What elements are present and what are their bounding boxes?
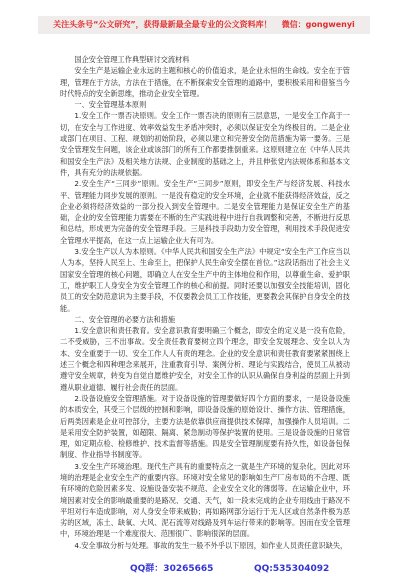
document-title: 国企安全管理工作典型研讨交流材料	[74, 55, 190, 64]
paragraph: 2.安全生产“三同步”原则。安全生产“三同步”原则，即安全生产与经济发展、科技水平、管理能力同步发展的原则。一是没有稳定的安全环境，企业就不能获得经济效益，反之企业必须将经济效益的一部分投入到安全管理中。二是安全管理能力是保证安全生产的基础，企业的安全管理能力需要在不断的生产实践进程中进行自我调整和完善，不断进行反思和总结，形成更为完备的安全管理手段。三是科技手段助力安全管理，利用技术手段促进安全管理水平提高，在这一点上运输企业大有可为。	[60, 179, 350, 245]
promo-text: 关注头条号“公文研究”，获得最新最全最专业的公文资料库！	[53, 20, 272, 29]
paragraph: 3.安全生产以人为本原则。《中华人民共和国安全生产法》中规定“安全生产工作应当以人为本，坚持人民至上、生命至上，把保护人民生命安全摆在首位。”这段话指出了社会主义国家安全管理的核心问题，即确立人在安全生产中的主体地位和作用，以尊重生命、爱护职工，维护职工人身安全为安全管理工作的核心和前提。同时还要以加强安全技能培训，固化员工的安全防范意识为主要手段，不仅要教会员工工作技能，更要教会其保护自身安全的技能。	[60, 247, 350, 313]
paragraph: 3.安全生产环境治理。现代生产具有的重要特点之一就是生产环境的复杂化，因此对环境的治理是企业安全生产的重要内容。环境对安全常见的影响如生产厂房布局的不合理、既有环境的危险因素多发、设施设备安装不规范、企业安全文化的薄弱等。在运输企业中，环境因素对安全的影响最重要的是路况、交通、天气，如一段未完成的企业专用线由于路况不平坦对行车造成影响，对人身安全带来威胁；再如路网部分运行于无人区或自然条件极为恶劣的区域，冻土、缺氧、大风、泥石流等对线路及列车运行带来的影响等。因而在安全管理中，环境治理是一个难度很大、范围很广、影响很深的层面。	[60, 461, 350, 539]
qq-number: QQ:535304092	[254, 564, 330, 574]
paragraph: 1.安全意识和责任教育。安全意识教育要明确三个概念，即安全的定义是一没有危险，二不受威胁，三不出事故。安全责任教育要树立四个理念，即安全发展理念、安全以人为本、安全重要于一切、安全工作人人有责的理念。企业的安全意识和责任教育要紧紧围绕上述三个概念和四种理念来展开，注重教育引导、案例分析、理论与实践结合，使员工从被动遵守安全规章，转变为自觉自愿维护安全，对安全工作的认识从确保自身利益的层面上升到遵从职业道德、履行社会责任的层面。	[60, 326, 350, 392]
section-heading: 一、安全管理基本原则	[74, 100, 147, 110]
paragraph: 4.安全事故分析与处理。事故的发生一般不外乎以下原因，如作业人员责任意识缺失，	[74, 540, 348, 550]
paragraph: 2.设备设施安全管理措施。对于设备设施的管理要做好四个方面的要求，一是设备设施的本质安全，其受三个层级的控制和影响，即设备设施的原始设计、操作方法、管理措施，后两类因素是企业可控部分，主要方法是依靠供应商提供技术保障，加强操作人员培训。二是采用安全防护装置，如超限、隔离、紧急制动等保护装置的使用。三是设备设施的日常管理，如定期点检、检修维护、技术监督等措施。四是安全管理制度要有持久性，如设备包保制度、作业指导书制度等。	[60, 393, 350, 460]
qq-group-number: QQ群：30265665	[130, 564, 214, 574]
wechat-id: 微信：gongwenyi	[281, 20, 355, 29]
document-body	[60, 54, 350, 558]
section-heading: 二、安全管理的必要方法和措施	[74, 314, 176, 324]
intro-paragraph: 安全生产是运输企业永远的主题和核心的价值追求，是企业永恒的生命线。安全在于管理，管理在于方法，方法在于措施，在不断探索安全管理的道路中，要积极采用和借鉴当今时代特点的安全新思维，推动企业安全管理。	[60, 66, 350, 98]
paragraph: 1.安全工作一票否决原则。安全工作一票否决的原则有三层意思，一是安全工作高于一切，在安全与工作进度、效率效益发生矛盾冲突时，必须以保证安全为终极目的。二是企业或部门在项目、工程、规划的初始阶段，必须以建立和完善安全防范措施为第一要务。三是安全管理发生问题，该企业或该部门的所有工作都要推倒重来。这原则建立在《中华人民共和国安全生产法》及相关地方法规、企业制度的基础之上，并且伸张党内法规体系和基本文件，具有充分的法规依据。	[60, 111, 350, 177]
promo-banner	[38, 16, 370, 34]
